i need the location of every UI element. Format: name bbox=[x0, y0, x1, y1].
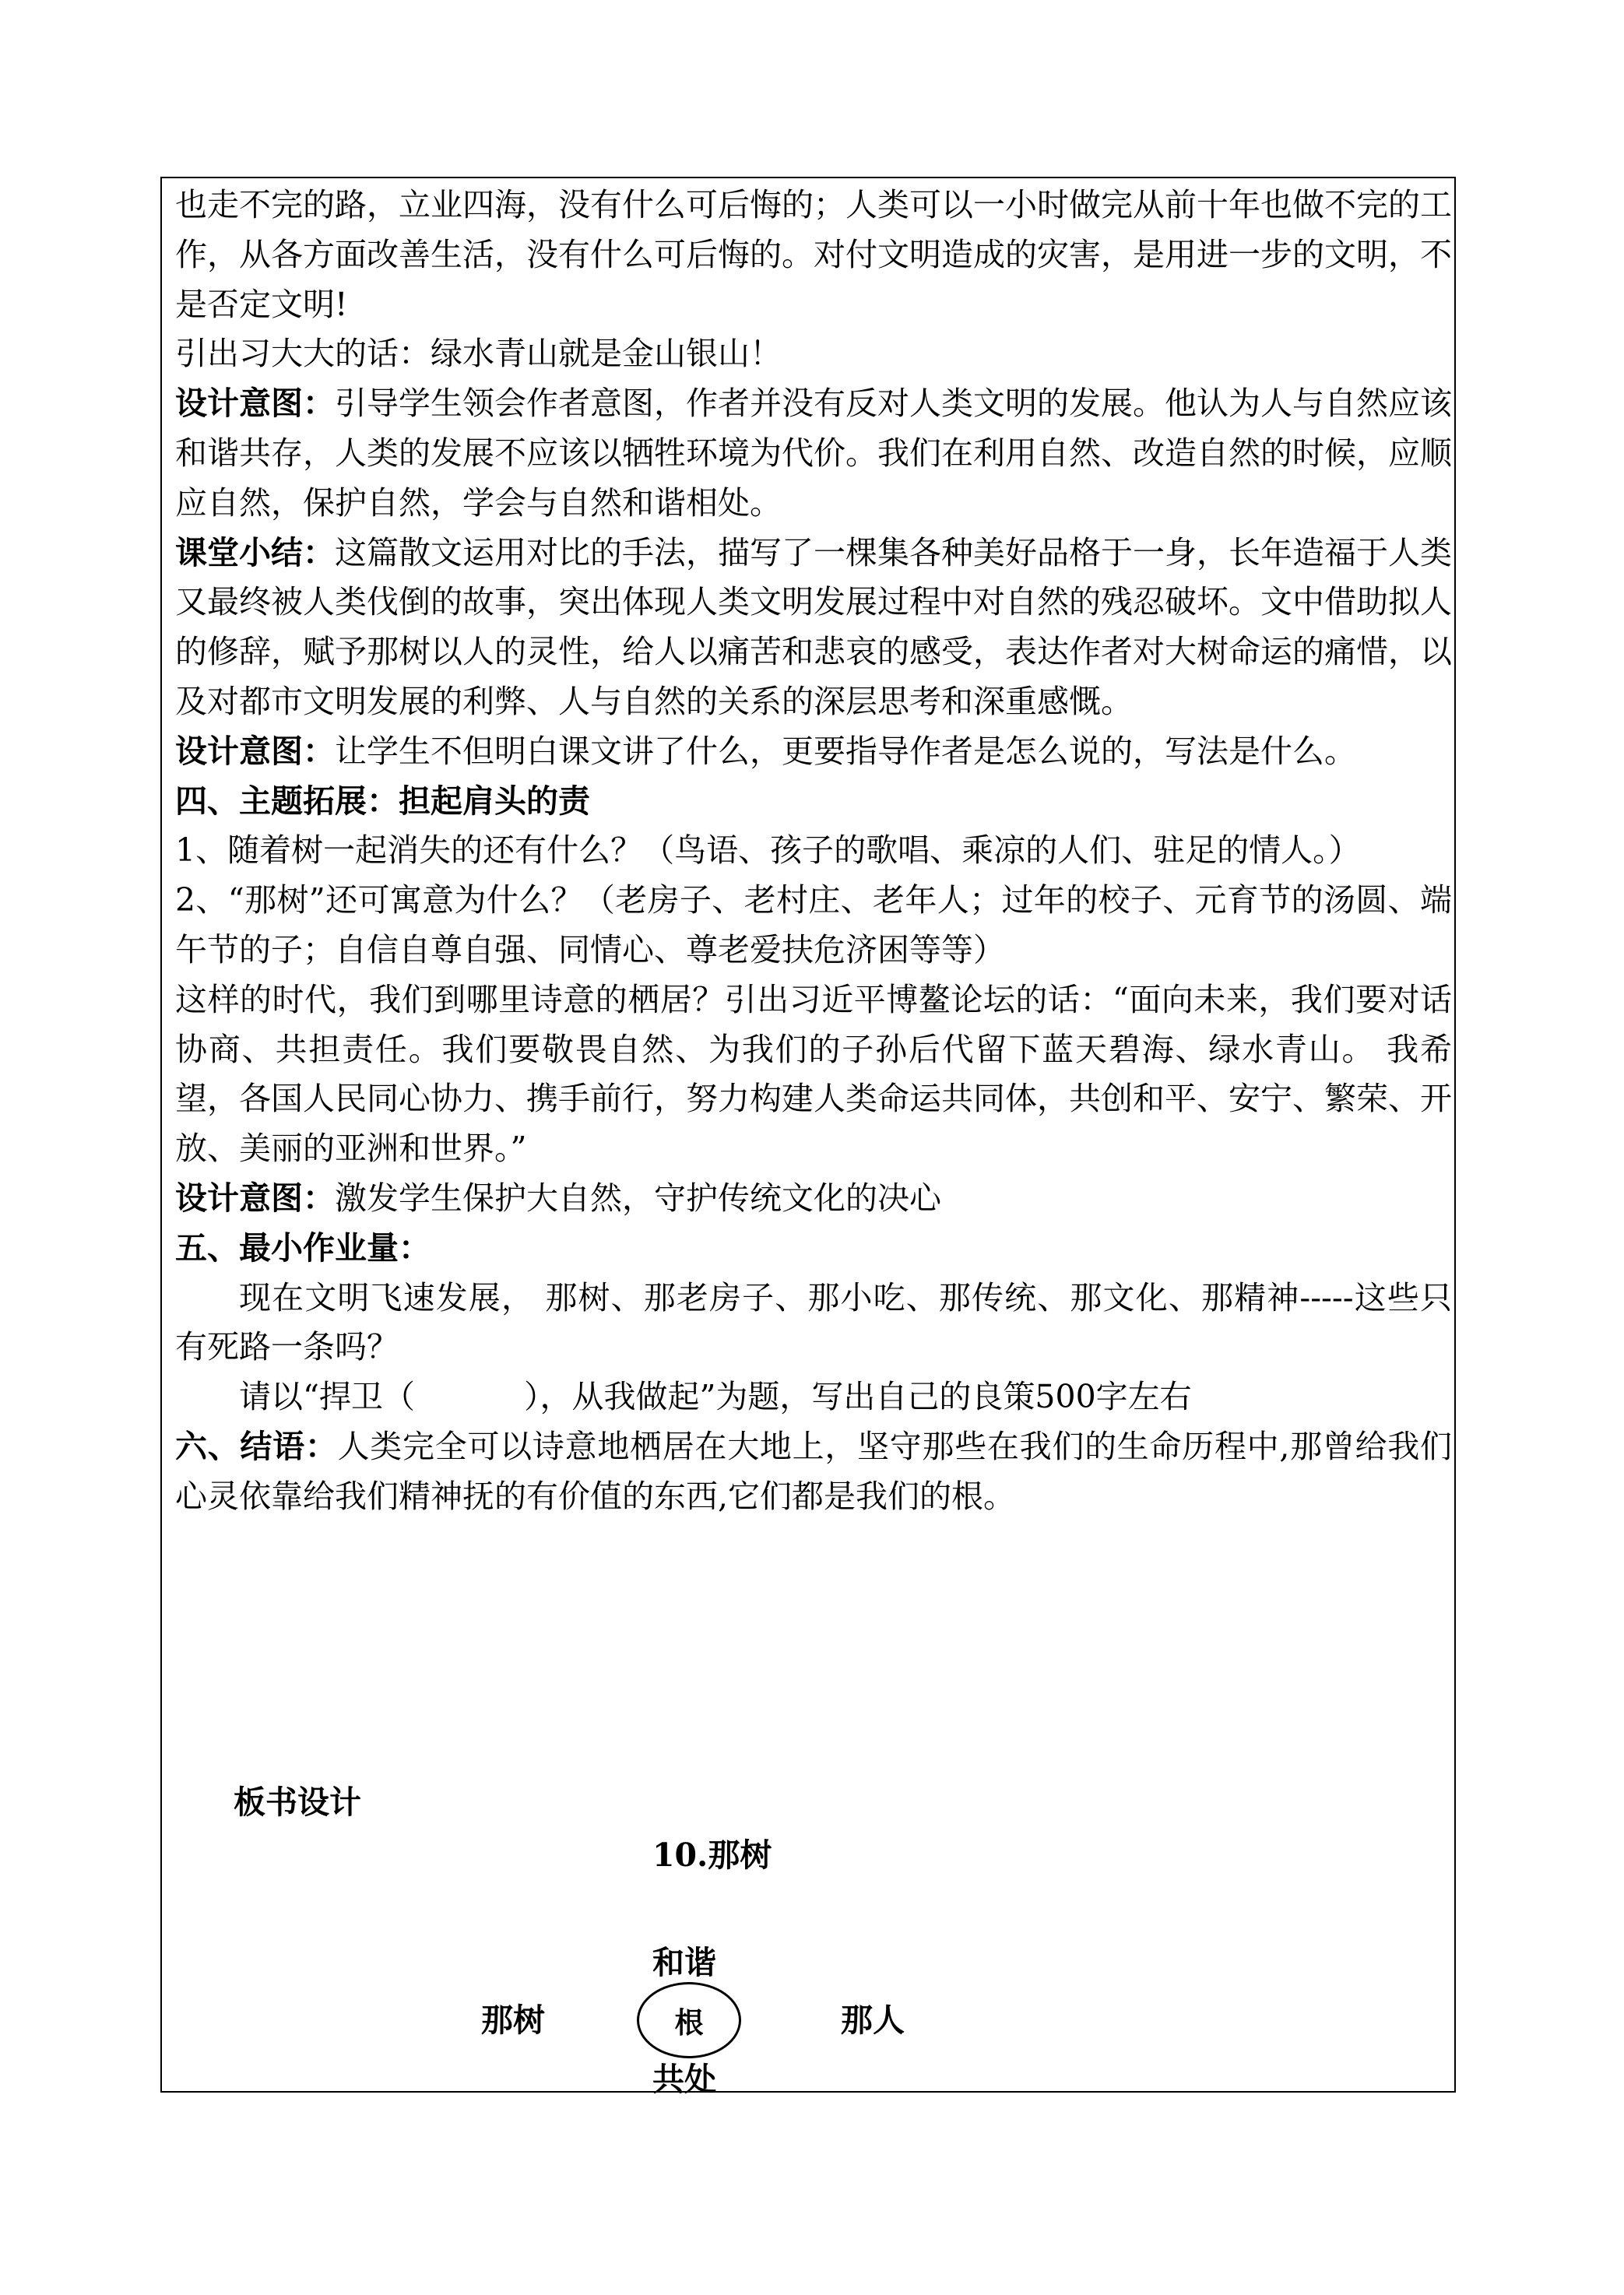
design-intent-text: 激发学生保护大自然，守护传统文化的决心 bbox=[335, 1179, 941, 1217]
paragraph-conclusion bbox=[175, 1422, 1452, 1522]
board-root-circle bbox=[637, 1982, 741, 2058]
paragraph-quote-intro: 引出习大大的话：绿水青山就是金山银山！ bbox=[175, 335, 782, 373]
design-intent-label: 设计意图： bbox=[175, 385, 335, 423]
paragraph-essay-prompt bbox=[175, 1372, 1452, 1422]
paragraph-civilization: 也走不完的路，立业四海，没有什么可后悔的；人类可以一小时做完从前十年也做不完的工作，从各方面改善生活，没有什么可后悔的。对付文明造成的灾害，是用进一步的文明，不是否定文明! bbox=[175, 186, 1452, 323]
paragraph-design-intent-2 bbox=[175, 727, 1452, 777]
class-summary-text: 这篇散文运用对比的手法，描写了一棵集各种美好品格于一身，长年造福于人类又最终被人类伐倒的故事，突出体现人类文明发展过程中对自然的残忍破坏。文中借助拟人的修辞，赋予那树以人的灵性，给人以痛苦和悲哀的感受，表达作者对大树命运的痛惜，以及对都市文明发展的利弊、人与自然的关系的深层思考和深重感慨。 bbox=[175, 533, 1452, 720]
essay-prompt-start: 请以“捍卫（ bbox=[239, 1378, 415, 1416]
design-intent-text: 让学生不但明白课文讲了什么，更要指导作者是怎么说的，写法是什么。 bbox=[335, 732, 1356, 770]
section-heading-5: 五、最小作业量： bbox=[175, 1228, 431, 1267]
paragraph-question-1: 1、随着树一起消失的还有什么？（鸟语、孩子的歌唱、乘凉的人们、驻足的情人。） bbox=[175, 831, 1361, 870]
conclusion-text: 人类完全可以诗意地栖居在大地上，坚守那些在我们的生命历程中,那曾给我们心灵依靠给我们精神抚的有价值的东西,它们都是我们的根。 bbox=[175, 1427, 1453, 1515]
design-intent-label: 设计意图： bbox=[175, 732, 335, 770]
paragraph-question-2: 2、“那树”还可寓意为什么？（老房子、老村庄、老年人；过年的校子、元育节的汤圆、端午节的子；自信自尊自强、同情心、尊老爱扶危济困等等） bbox=[175, 881, 1452, 968]
board-harmony: 和谐 bbox=[652, 1944, 716, 1981]
design-intent-text: 引导学生领会作者意图，作者并没有反对人类文明的发展。他认为人与自然应该和谐共存，人类的发展不应该以牺牲环境为代价。我们在利用自然、改造自然的时候，应顺应自然，保护自然，学会与自然和谐相处。 bbox=[175, 385, 1452, 522]
essay-prompt-end: ），从我做起”为题，写出自己的良策500字左右 bbox=[523, 1378, 1192, 1416]
board-root-label: 根 bbox=[674, 2005, 704, 2040]
paragraph-design-intent-3 bbox=[175, 1174, 1452, 1224]
class-summary-label: 课堂小结： bbox=[175, 533, 335, 571]
lesson-plan-body bbox=[175, 181, 1452, 1522]
section-heading-4: 四、主题拓展：担起肩头的责 bbox=[175, 782, 590, 820]
paragraph-class-summary bbox=[175, 529, 1452, 727]
board-that-person: 那人 bbox=[841, 2002, 905, 2039]
conclusion-label: 六、结语： bbox=[175, 1427, 338, 1465]
board-coexist: 共处 bbox=[652, 2061, 716, 2098]
paragraph-boao-quote: 这样的时代，我们到哪里诗意的栖居？引出习近平博鳌论坛的话：“面向未来，我们要对话协商、共担责任。我们要敬畏自然、为我们的子孙后代留下蓝天碧海、绿水青山。 我希望，各国人民同心协力、携手前行，努力构建人类命运共同体，共创和平、安宁、繁荣、开放、美丽的亚洲和世界。” bbox=[175, 980, 1452, 1168]
board-lesson-title: 10.那树 bbox=[652, 1836, 772, 1874]
paragraph-design-intent-1 bbox=[175, 379, 1452, 528]
board-design-title: 板书设计 bbox=[234, 1784, 361, 1821]
design-intent-label: 设计意图： bbox=[175, 1179, 335, 1217]
board-that-tree: 那树 bbox=[481, 2002, 545, 2039]
paragraph-homework: 现在文明飞速发展， 那树、那老房子、那小吃、那传统、那文化、那精神-----这些只有死路一条吗？ bbox=[175, 1278, 1452, 1366]
